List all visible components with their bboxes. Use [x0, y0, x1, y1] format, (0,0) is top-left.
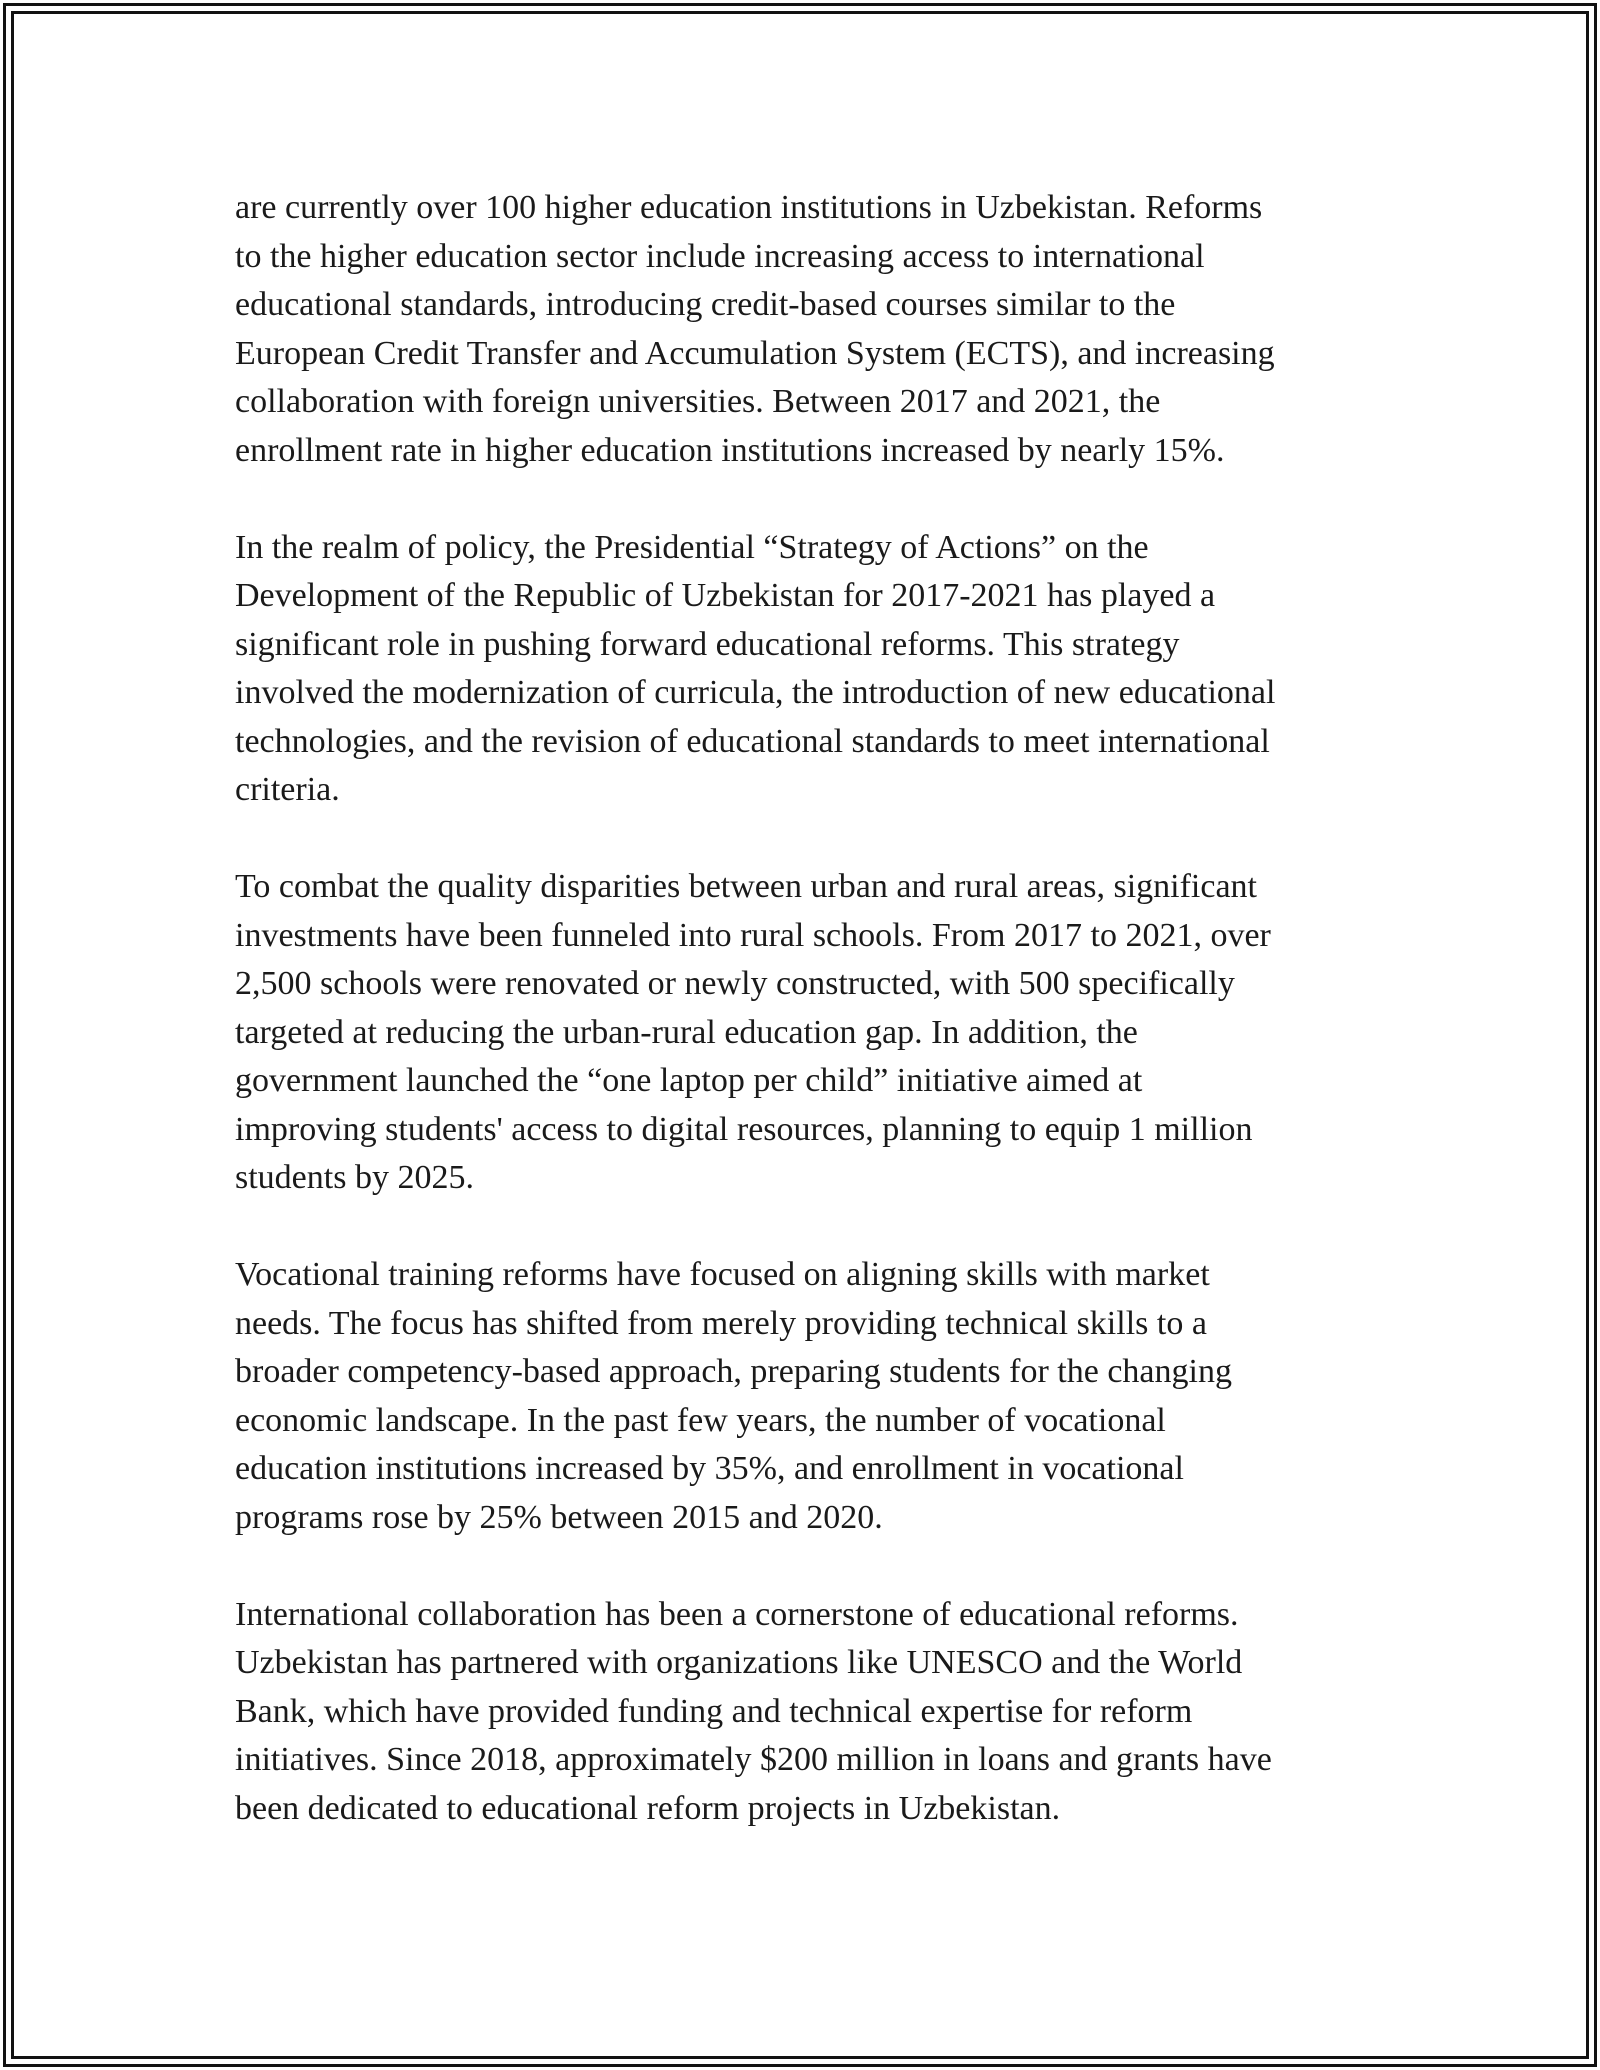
paragraph-policy-strategy: In the realm of policy, the Presidential “Strategy of Actions” on the Development of the Republic of Uzbekistan for 2017-2021 has played a significant role in pushing forward educational reforms. This strategy involved the modernization of curricula, the introduction of new educational technologies, and the revision of educational standards to meet international criteria.: [235, 528, 1276, 808]
document-body: [235, 184, 1395, 1882]
paragraph-higher-education: are currently over 100 higher education institutions in Uzbekistan. Reforms to the higher education sector include increasing access to international educational standards, introducing credit-based courses similar to the European Credit Transfer and Accumulation System (ECTS), and increasing collaboration with foreign universities. Between 2017 and 2021, the enrollment rate in higher education institutions increased by nearly 15%.: [235, 189, 1275, 469]
paragraph-international-collaboration: International collaboration has been a cornerstone of educational reforms. Uzbekistan has partnered with organizations like UNESCO and the World Bank, which have provided funding and technical expertise for reform initiatives. Since 2018, approximately $200 million in loans and grants have been dedicated to educational reform projects in Uzbekistan.: [235, 1595, 1272, 1827]
paragraph-vocational-training: Vocational training reforms have focused on aligning skills with market needs. The focus has shifted from merely providing technical skills to a broader competency-based approach, preparing students for the changing economic landscape. In the past few years, the number of vocational education institutions increased by 35%, and enrollment in vocational programs rose by 25% between 2015 and 2020.: [235, 1256, 1232, 1536]
paragraph-rural-investment: To combat the quality disparities between urban and rural areas, significant investments have been funneled into rural schools. From 2017 to 2021, over 2,500 schools were renovated or newly constructed, with 500 specifically targeted at reducing the urban-rural education gap. In addition, the government launched the “one laptop per child” initiative aimed at improving students' access to digital resources, planning to equip 1 million students by 2025.: [235, 868, 1271, 1196]
